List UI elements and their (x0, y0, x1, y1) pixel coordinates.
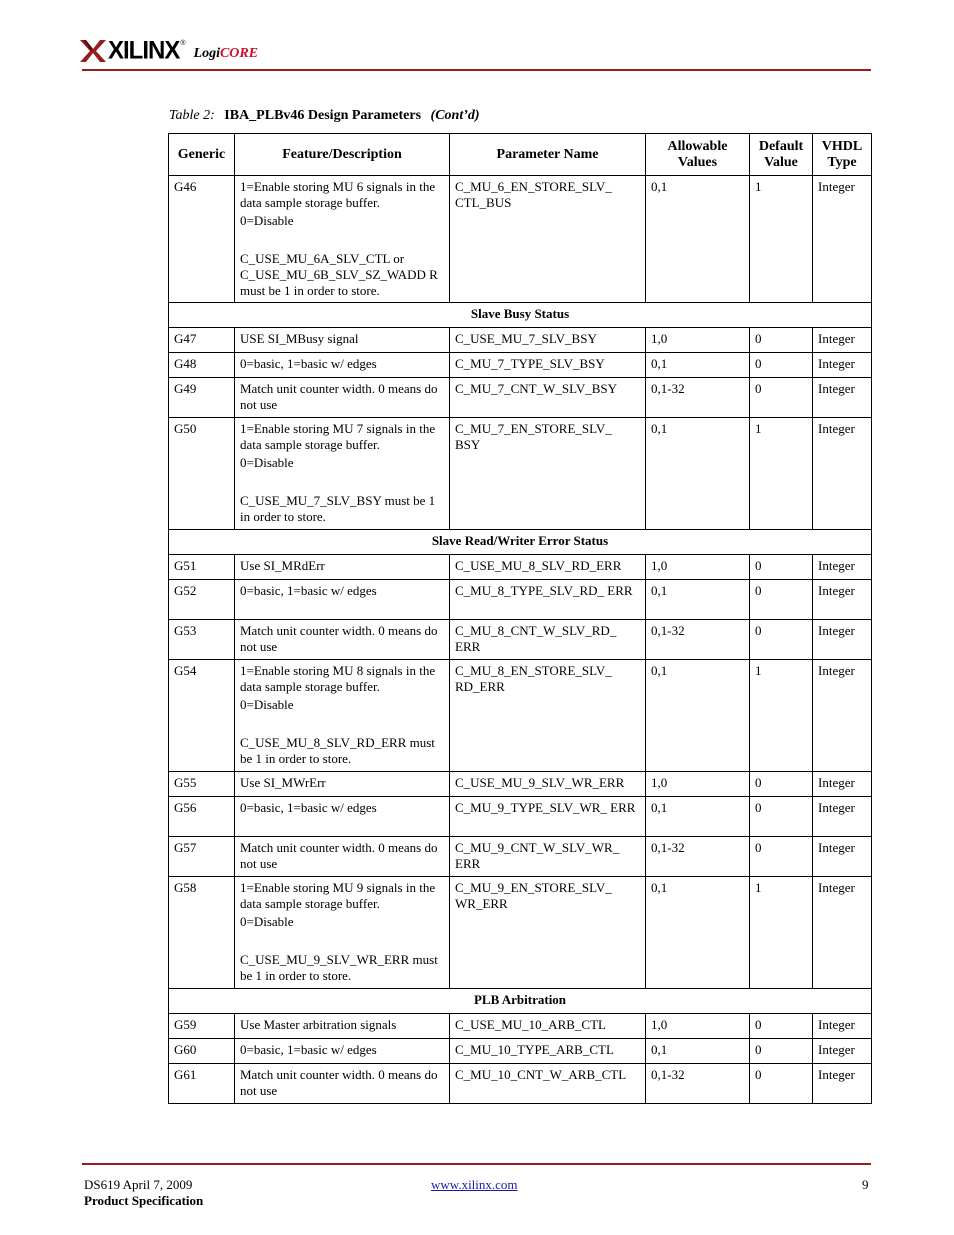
logicore-logo-a: Logi (193, 46, 220, 61)
vhdl-type-cell: Integer (813, 328, 872, 353)
default-value-cell: 0 (750, 837, 813, 877)
caption-continued: (Cont’d) (430, 108, 480, 123)
column-header: Feature/Description (235, 134, 450, 176)
generic-cell: G56 (169, 797, 235, 837)
table-row (169, 1064, 872, 1104)
generic-cell: G52 (169, 580, 235, 620)
column-header: Allowable Values (646, 134, 750, 176)
section-title: PLB Arbitration (169, 989, 872, 1014)
description-cell (235, 328, 450, 353)
description-line: Match unit counter width. 0 means do not use (240, 623, 438, 654)
table-row (169, 660, 872, 772)
description-line: 0=Disable (240, 213, 294, 228)
description-line: 0=Disable (240, 914, 294, 929)
description-line: 0=basic, 1=basic w/ edges (240, 1042, 377, 1057)
allowable-values-cell: 0,1 (646, 580, 750, 620)
parameter-name-cell: C_USE_MU_10_ARB_CTL (450, 1014, 646, 1039)
description-line: USE SI_MBusy signal (240, 331, 359, 346)
generic-cell: G53 (169, 620, 235, 660)
parameter-name-cell: C_MU_9_EN_STORE_SLV_ WR_ERR (450, 877, 646, 989)
description-cell (235, 555, 450, 580)
parameter-name-cell: C_MU_10_CNT_W_ARB_CTL (450, 1064, 646, 1104)
generic-cell: G48 (169, 353, 235, 378)
table-row (169, 328, 872, 353)
parameter-name-cell: C_MU_7_EN_STORE_SLV_ BSY (450, 418, 646, 530)
default-value-cell: 0 (750, 1039, 813, 1064)
allowable-values-cell: 1,0 (646, 772, 750, 797)
default-value-cell: 1 (750, 660, 813, 772)
vhdl-type-cell: Integer (813, 797, 872, 837)
description-spacer (240, 930, 444, 950)
default-value-cell: 0 (750, 328, 813, 353)
xilinx-logo (80, 36, 258, 66)
generic-cell: G50 (169, 418, 235, 530)
default-value-cell: 0 (750, 620, 813, 660)
description-line: 0=Disable (240, 697, 294, 712)
vhdl-type-cell: Integer (813, 1064, 872, 1104)
parameter-name-cell: C_USE_MU_7_SLV_BSY (450, 328, 646, 353)
parameter-name-cell: C_MU_8_CNT_W_SLV_RD_ ERR (450, 620, 646, 660)
allowable-values-cell: 0,1 (646, 877, 750, 989)
logicore-logo-b: CORE (219, 46, 259, 61)
description-cell (235, 580, 450, 620)
allowable-values-cell: 0,1-32 (646, 1064, 750, 1104)
parameter-name-cell: C_USE_MU_9_SLV_WR_ERR (450, 772, 646, 797)
footer-doc-id: DS619 April 7, 2009 (84, 1177, 193, 1192)
default-value-cell: 0 (750, 378, 813, 418)
description-line: 0=basic, 1=basic w/ edges (240, 800, 377, 815)
description-spacer (240, 471, 444, 491)
vhdl-type-cell: Integer (813, 580, 872, 620)
vhdl-type-cell: Integer (813, 660, 872, 772)
section-row (169, 530, 872, 555)
description-cell (235, 797, 450, 837)
generic-cell: G54 (169, 660, 235, 772)
generic-cell: G60 (169, 1039, 235, 1064)
parameter-name-cell: C_USE_MU_8_SLV_RD_ERR (450, 555, 646, 580)
design-parameters-table (168, 133, 872, 1104)
description-cell (235, 353, 450, 378)
column-header: VHDL Type (813, 134, 872, 176)
section-title: Slave Read/Writer Error Status (169, 530, 872, 555)
default-value-cell: 1 (750, 418, 813, 530)
generic-cell: G47 (169, 328, 235, 353)
vhdl-type-cell: Integer (813, 176, 872, 303)
allowable-values-cell: 0,1 (646, 660, 750, 772)
table-row (169, 877, 872, 989)
description-line: 1=Enable storing MU 8 signals in the data sample storage buffer. (240, 663, 436, 694)
description-cell (235, 660, 450, 772)
description-cell (235, 378, 450, 418)
footer-left (84, 1177, 203, 1209)
description-line: Use SI_MWrErr (240, 775, 326, 790)
description-spacer (240, 713, 444, 733)
description-cell (235, 837, 450, 877)
xilinx-mark-icon (80, 38, 106, 64)
brand-name: XILINX (108, 36, 180, 65)
table-caption (169, 108, 480, 124)
column-header: Default Value (750, 134, 813, 176)
description-cell (235, 1064, 450, 1104)
allowable-values-cell: 0,1-32 (646, 378, 750, 418)
column-header: Generic (169, 134, 235, 176)
caption-label: Table 2: (169, 108, 215, 123)
description-line: C_USE_MU_6A_SLV_CTL or C_USE_MU_6B_SLV_SZ_WADD R must be 1 in order to store. (240, 251, 438, 298)
allowable-values-cell: 1,0 (646, 328, 750, 353)
table-row (169, 797, 872, 837)
description-cell (235, 877, 450, 989)
table-body (169, 176, 872, 1104)
vhdl-type-cell: Integer (813, 877, 872, 989)
description-line: Match unit counter width. 0 means do not use (240, 1067, 438, 1098)
parameter-name-cell: C_MU_8_TYPE_SLV_RD_ ERR (450, 580, 646, 620)
default-value-cell: 0 (750, 353, 813, 378)
table-row (169, 353, 872, 378)
description-line: Use SI_MRdErr (240, 558, 325, 573)
section-title: Slave Busy Status (169, 303, 872, 328)
column-header: Parameter Name (450, 134, 646, 176)
default-value-cell: 0 (750, 797, 813, 837)
generic-cell: G58 (169, 877, 235, 989)
vhdl-type-cell: Integer (813, 837, 872, 877)
description-cell (235, 620, 450, 660)
table-row (169, 620, 872, 660)
default-value-cell: 1 (750, 176, 813, 303)
allowable-values-cell: 0,1 (646, 353, 750, 378)
description-line: 0=basic, 1=basic w/ edges (240, 583, 377, 598)
table-row (169, 772, 872, 797)
description-line: 0=Disable (240, 455, 294, 470)
description-line: C_USE_MU_7_SLV_BSY must be 1 in order to store. (240, 493, 436, 524)
description-line: 1=Enable storing MU 9 signals in the data sample storage buffer. (240, 880, 436, 911)
description-cell (235, 176, 450, 303)
caption-title: IBA_PLBv46 Design Parameters (224, 108, 422, 123)
table-row (169, 1014, 872, 1039)
generic-cell: G46 (169, 176, 235, 303)
table-row (169, 378, 872, 418)
header-rule (82, 69, 871, 71)
allowable-values-cell: 0,1-32 (646, 837, 750, 877)
vhdl-type-cell: Integer (813, 555, 872, 580)
description-spacer (240, 229, 444, 249)
allowable-values-cell: 0,1 (646, 418, 750, 530)
vhdl-type-cell: Integer (813, 1039, 872, 1064)
vhdl-type-cell: Integer (813, 772, 872, 797)
generic-cell: G59 (169, 1014, 235, 1039)
description-cell (235, 772, 450, 797)
logicore-logo (194, 46, 259, 62)
allowable-values-cell: 0,1 (646, 797, 750, 837)
default-value-cell: 0 (750, 580, 813, 620)
description-cell (235, 418, 450, 530)
footer-spec: Product Specification (84, 1193, 204, 1208)
default-value-cell: 1 (750, 877, 813, 989)
page-number: 9 (862, 1177, 869, 1192)
default-value-cell: 0 (750, 1064, 813, 1104)
description-line: C_USE_MU_9_SLV_WR_ERR must be 1 in order to store. (240, 952, 438, 983)
default-value-cell: 0 (750, 1014, 813, 1039)
description-cell (235, 1039, 450, 1064)
parameter-name-cell: C_MU_6_EN_STORE_SLV_ CTL_BUS (450, 176, 646, 303)
table-row (169, 1039, 872, 1064)
description-line: 1=Enable storing MU 7 signals in the data sample storage buffer. (240, 421, 436, 452)
default-value-cell: 0 (750, 772, 813, 797)
vhdl-type-cell: Integer (813, 353, 872, 378)
table-row (169, 837, 872, 877)
allowable-values-cell: 1,0 (646, 555, 750, 580)
description-line: Use Master arbitration signals (240, 1017, 397, 1032)
footer-url-link[interactable]: www.xilinx.com (431, 1177, 518, 1192)
vhdl-type-cell: Integer (813, 1014, 872, 1039)
table-row (169, 176, 872, 303)
parameter-name-cell: C_MU_8_EN_STORE_SLV_ RD_ERR (450, 660, 646, 772)
allowable-values-cell: 0,1-32 (646, 620, 750, 660)
table-row (169, 418, 872, 530)
vhdl-type-cell: Integer (813, 378, 872, 418)
description-line: Match unit counter width. 0 means do not use (240, 381, 438, 412)
footer-rule (82, 1163, 871, 1165)
generic-cell: G61 (169, 1064, 235, 1104)
description-cell (235, 1014, 450, 1039)
generic-cell: G51 (169, 555, 235, 580)
vhdl-type-cell: Integer (813, 418, 872, 530)
section-row (169, 989, 872, 1014)
description-line: C_USE_MU_8_SLV_RD_ERR must be 1 in order to store. (240, 735, 435, 766)
allowable-values-cell: 0,1 (646, 1039, 750, 1064)
vhdl-type-cell: Integer (813, 620, 872, 660)
parameter-name-cell: C_MU_9_TYPE_SLV_WR_ ERR (450, 797, 646, 837)
section-row (169, 303, 872, 328)
allowable-values-cell: 0,1 (646, 176, 750, 303)
parameter-name-cell: C_MU_9_CNT_W_SLV_WR_ ERR (450, 837, 646, 877)
generic-cell: G49 (169, 378, 235, 418)
description-line: 0=basic, 1=basic w/ edges (240, 356, 377, 371)
generic-cell: G55 (169, 772, 235, 797)
parameter-name-cell: C_MU_10_TYPE_ARB_CTL (450, 1039, 646, 1064)
generic-cell: G57 (169, 837, 235, 877)
description-line: 1=Enable storing MU 6 signals in the data sample storage buffer. (240, 179, 436, 210)
default-value-cell: 0 (750, 555, 813, 580)
allowable-values-cell: 1,0 (646, 1014, 750, 1039)
registered-mark: ® (180, 39, 186, 47)
parameter-name-cell: C_MU_7_TYPE_SLV_BSY (450, 353, 646, 378)
table-row (169, 555, 872, 580)
table-row (169, 580, 872, 620)
table-header-row (169, 134, 872, 176)
description-line: Match unit counter width. 0 means do not use (240, 840, 438, 871)
parameter-name-cell: C_MU_7_CNT_W_SLV_BSY (450, 378, 646, 418)
